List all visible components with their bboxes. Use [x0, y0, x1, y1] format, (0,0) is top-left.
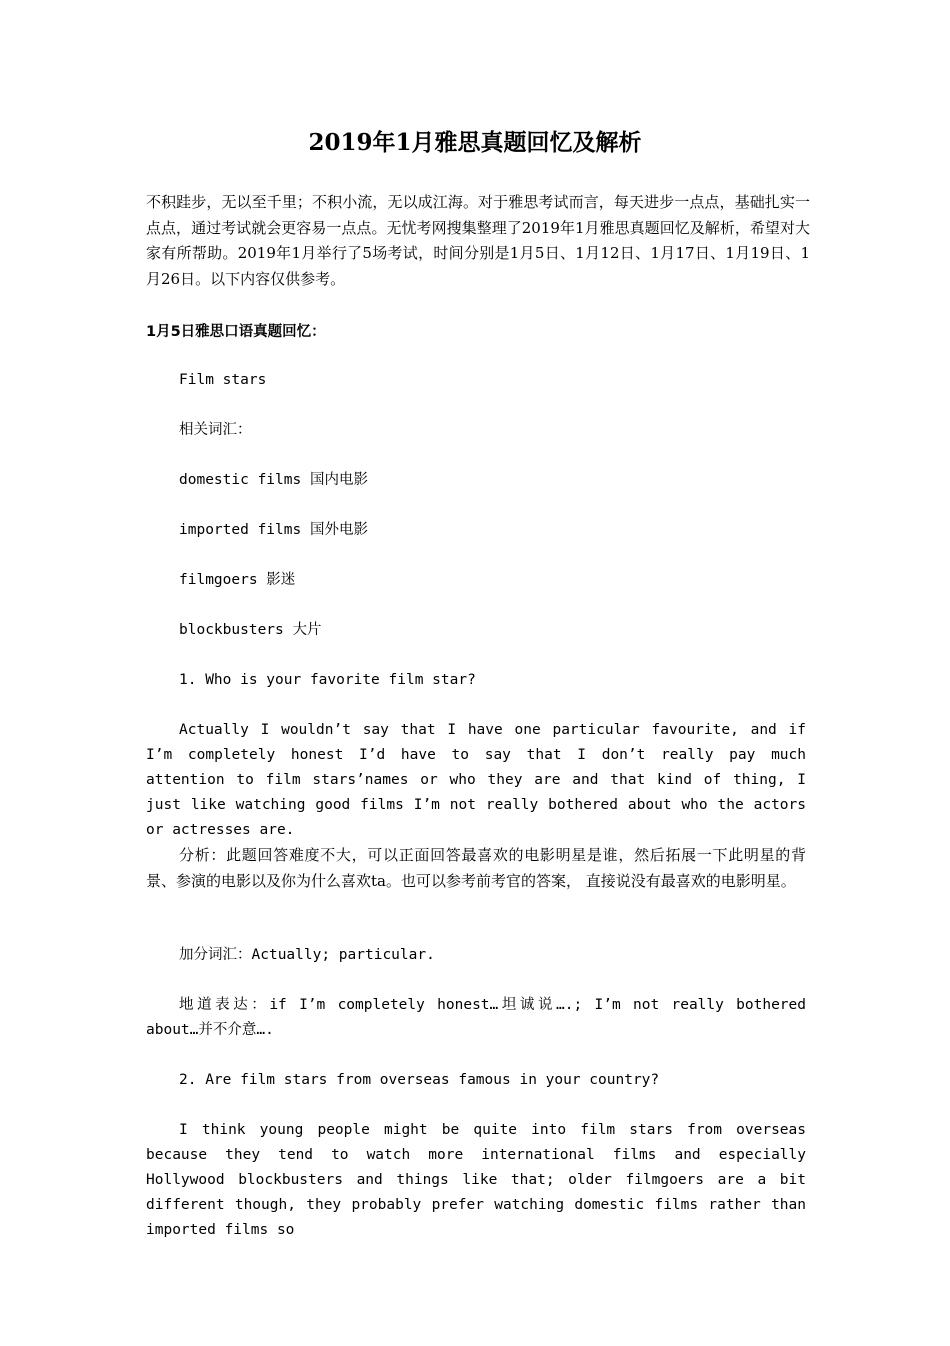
- answer-2: I think young people might be quite into film stars from overseas because they tend to watch more international films and especially Hollywood blockbusters and things like that; older filmgoers are a bit different though, they probably prefer watching domestic films rather than imported films so: [146, 1122, 806, 1238]
- answer-1: Actually I wouldn’t say that I have one particular favourite, and if I’m completely honest I’d have to say that I don’t really pay much attention to film stars’names or who they are and that kind of thing, I just like watching good films I’m not really bothered about who the actors or actresses are.: [146, 722, 806, 838]
- bonus-vocab-1: 加分词汇：Actually; particular.: [179, 947, 435, 963]
- vocab-item: domestic films 国内电影: [179, 472, 368, 488]
- vocab-item: imported films 国外电影: [179, 522, 368, 538]
- question-2: 2. Are film stars from overseas famous in your country?: [179, 1072, 660, 1088]
- expressions-1: 地道表达：if I’m completely honest…坦诚说….; I’m not really bothered about…并不介意….: [146, 997, 806, 1038]
- vocab-item: blockbusters 大片: [179, 622, 322, 638]
- vocab-heading: 相关词汇：: [179, 422, 252, 438]
- page-title: 2019年1月雅思真题回忆及解析: [308, 129, 642, 156]
- section-heading: 1月5日雅思口语真题回忆：: [146, 324, 326, 340]
- topic-title: Film stars: [179, 372, 267, 388]
- analysis-1: 分析：此题回答难度不大，可以正面回答最喜欢的电影明星是谁，然后拓展一下此明星的背景、参演的电影以及你为什么喜欢ta。也可以参考前考官的答案， 直接说没有最喜欢的电影明星。: [146, 846, 806, 890]
- question-1: 1. Who is your favorite film star?: [179, 672, 476, 688]
- intro-paragraph: 不积跬步，无以至千里；不积小流，无以成江海。对于雅思考试而言，每天进步一点点，基础扎实一点点，通过考试就会更容易一点点。无忧考网搜集整理了2019年1月雅思真题回忆及解析，希望对大家有所帮助。2019年1月举行了5场考试，时间分别是1月5日、1月12日、1月17日、1月19日、1月26日。以下内容仅供参考。: [146, 193, 810, 288]
- vocab-item: filmgoers 影迷: [179, 572, 296, 588]
